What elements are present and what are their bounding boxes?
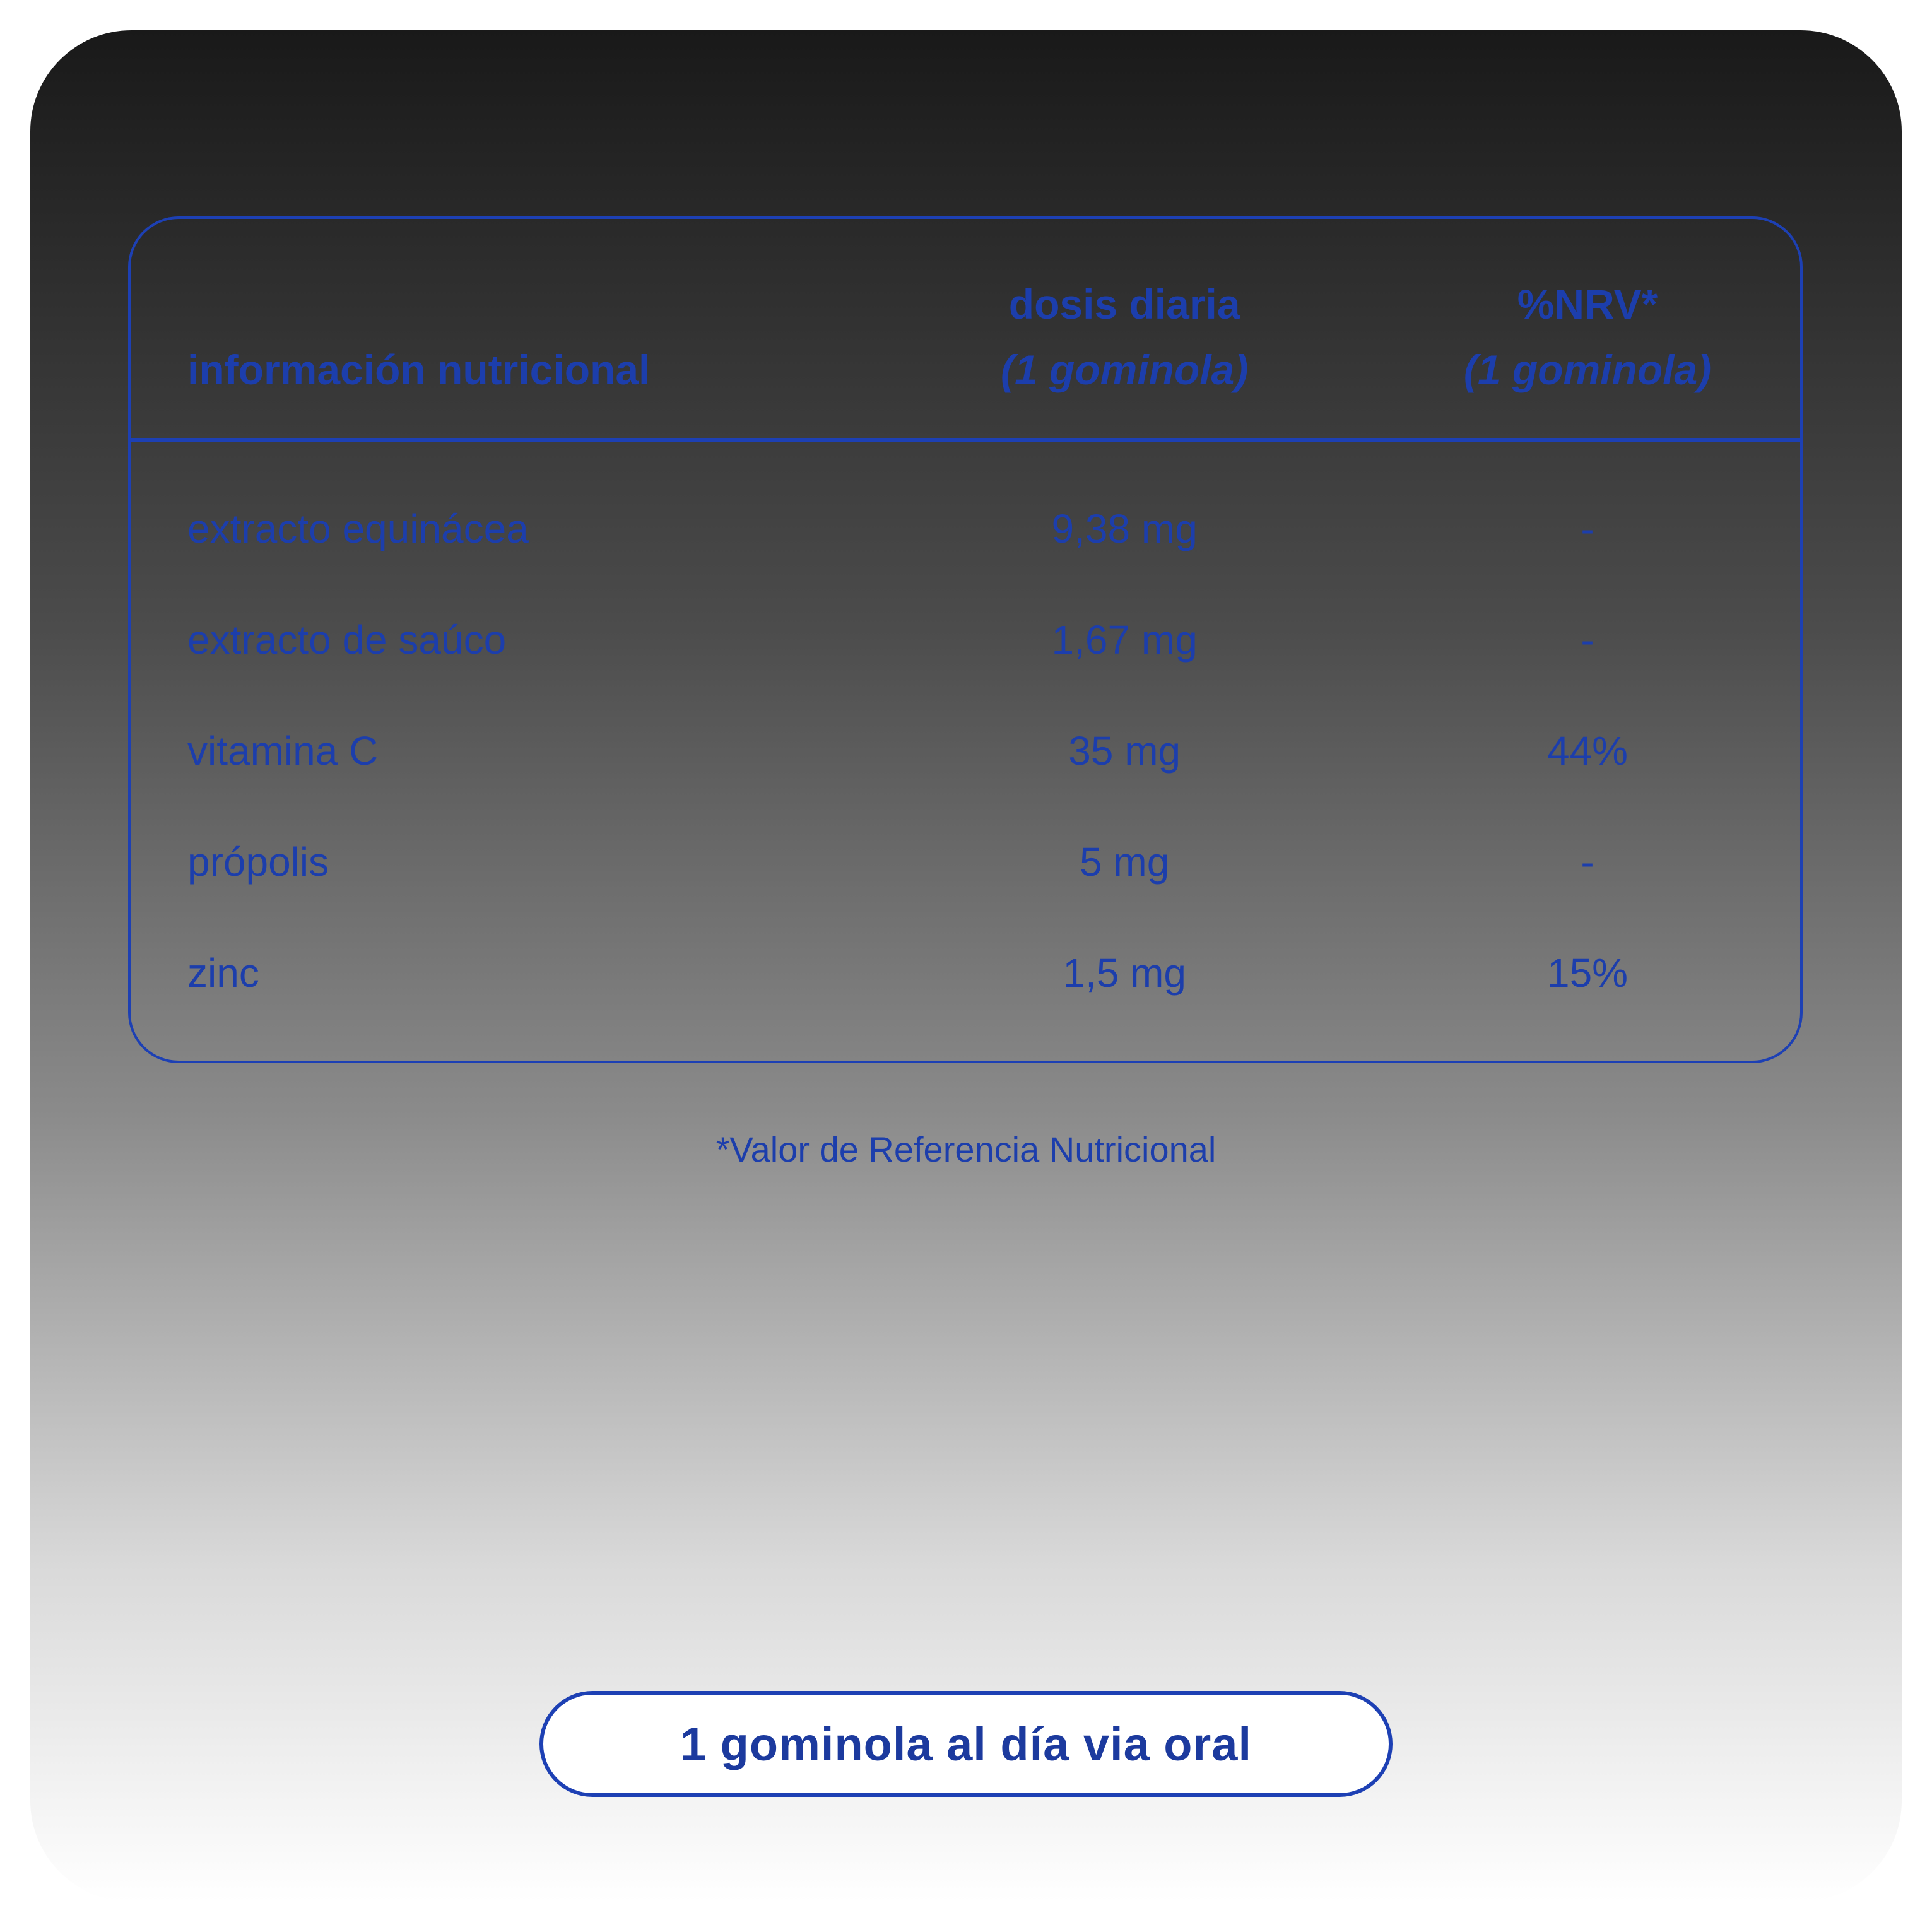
- nutrition-table: [128, 216, 1803, 1063]
- ingredient-dose: 9,38 mg: [1051, 506, 1198, 551]
- table-body: [131, 442, 1800, 1028]
- table-row: [131, 473, 1800, 584]
- table-row: [131, 917, 1800, 1028]
- dosage-pill-label: 1 gominola al día via oral: [680, 1717, 1252, 1770]
- header-col2-line1: dosis diaria: [1008, 281, 1240, 327]
- gradient-card: [30, 30, 1902, 1902]
- table-row: [131, 695, 1800, 806]
- header-col2-line2: (1 gominola): [1001, 346, 1249, 393]
- ingredient-name: vitamina C: [187, 728, 379, 774]
- header-nutrition-info: [131, 337, 874, 403]
- header-col3-line2: (1 gominola): [1463, 346, 1712, 393]
- ingredient-dose: 1,67 mg: [1051, 617, 1198, 663]
- ingredient-dose: 5 mg: [1080, 839, 1170, 885]
- table-header-row: [131, 219, 1800, 442]
- ingredient-name: extracto equinácea: [187, 506, 529, 551]
- header-nrv: [1375, 271, 1800, 403]
- ingredient-name: extracto de saúco: [187, 617, 507, 663]
- ingredient-nrv: -: [1581, 839, 1594, 885]
- ingredient-dose: 1,5 mg: [1063, 950, 1186, 996]
- ingredient-nrv: 15%: [1546, 950, 1629, 996]
- ingredient-nrv: -: [1581, 617, 1594, 663]
- header-daily-dose: [874, 271, 1375, 403]
- ingredient-name: zinc: [187, 950, 259, 996]
- table-row: [131, 584, 1800, 695]
- header-col1-label: información nutricional: [187, 346, 651, 393]
- nrv-footnote: *Valor de Referencia Nutricional: [716, 1129, 1216, 1169]
- ingredient-dose: 35 mg: [1068, 728, 1181, 774]
- ingredient-nrv: 44%: [1546, 728, 1629, 774]
- dosage-pill: [539, 1691, 1393, 1797]
- table-row: [131, 806, 1800, 917]
- ingredient-nrv: -: [1581, 506, 1594, 551]
- ingredient-name: própolis: [187, 839, 329, 885]
- header-col3-line1: %NRV*: [1517, 281, 1658, 327]
